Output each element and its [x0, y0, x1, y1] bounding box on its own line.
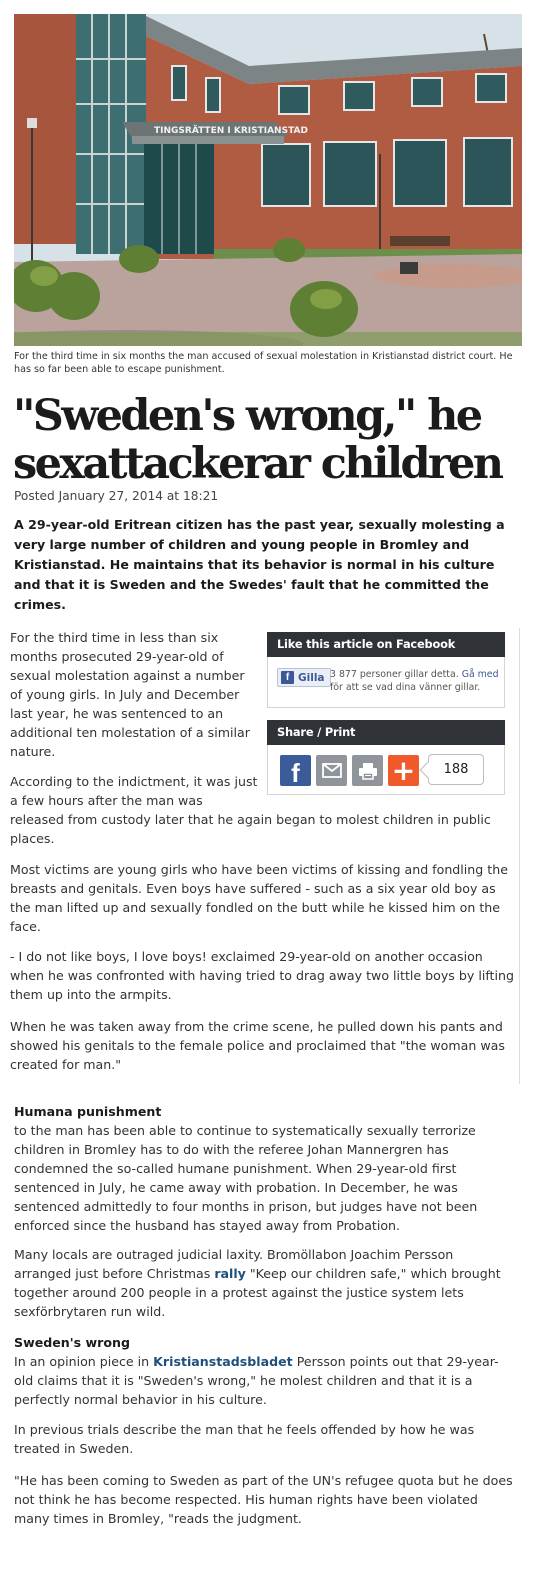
- paragraph-locals-start: Many locals are outraged judicial laxity. Bromöllabon Joachim Persson arranged just before Christmas: [14, 1247, 454, 1281]
- paragraph-first: For the third time in less than six months prosecuted 29-year-old of sexual molestation against a number of young girls. In July and December last year, he was sentenced to an additional ten molestation of a similar nature.: [10, 630, 250, 759]
- courthouse-sign: TINGSRÄTTEN I KRISTIANSTAD: [154, 126, 308, 136]
- section-humane: [14, 1102, 514, 1235]
- column-divider: [519, 628, 520, 1084]
- paragraph-judgment-quote: "He has been coming to Sweden as part of the UN's refugee quota but he does not think he has become respected. His human rights have been violated many times in Bromley, "reads the judgment.: [14, 1473, 513, 1526]
- print-icon: [358, 762, 378, 780]
- plus-icon: +: [391, 753, 416, 787]
- share-count: 188: [428, 754, 484, 785]
- paragraph-locals: [14, 1245, 514, 1321]
- rally-link[interactable]: rally: [214, 1266, 246, 1281]
- mail-icon: [322, 763, 342, 778]
- paragraph-wrong-start: In an opinion piece in: [14, 1354, 154, 1369]
- share-mail-button[interactable]: [316, 755, 347, 786]
- photo-caption: For the third time in six months the man accused of sexual molestation in Kristianstad district court. He has so far been able to escape punishment.: [14, 351, 513, 375]
- article-photo: [14, 14, 522, 346]
- facebook-like-box: [267, 657, 505, 708]
- paragraph-locals-end: "Keep our children safe," which brought together around 200 people in a protest against the justice system lets sexförbrytaren run wild.: [14, 1266, 501, 1319]
- paragraph-humane: to the man has been able to continue to systematically sexually terrorize children in Bromley has to do with the referee Johan Mannergren has condemned the so-called humane punishment. When 29-year-old first sentenced in July, he came away with probation. In December, he was sentenced admittedly to four months in prison, but judges have not been enforced since the husband has stayed away from Probation.: [14, 1123, 478, 1233]
- paragraph-boys-quote: - I do not like boys, I love boys! exclaimed 29-year-old on another occasion when he was confronted with having tried to drag away two little boys by lifting them up into the armpits.: [10, 949, 514, 1002]
- paragraph-wrong-end: Persson points out that 29-year-old claims that it is "Sweden's wrong," he molest children and that it is a perfectly normal behavior in his culture.: [14, 1354, 499, 1407]
- share-box: [267, 745, 505, 795]
- share-facebook-button[interactable]: [280, 755, 311, 786]
- kristianstadsbladet-link[interactable]: Kristianstadsbladet: [153, 1354, 293, 1369]
- share-box-title: Share / Print: [267, 720, 505, 745]
- article-lede: A 29-year-old Eritrean citizen has the past year, sexually molesting a very large number of children and young people in Bromley and Kristianstad. He maintains that its behavior is normal in his culture and that it is Sweden and the Swedes' fault that he committed the crimes.: [14, 517, 505, 612]
- facebook-icon: f: [281, 671, 294, 684]
- share-more-button[interactable]: [388, 755, 419, 786]
- facebook-count-text: 3 877 personer gillar detta.: [330, 669, 462, 680]
- share-print-button[interactable]: [352, 755, 383, 786]
- facebook-like-count: [330, 668, 502, 694]
- section-swedens-wrong: [14, 1333, 514, 1409]
- section-heading-swedens-wrong: Sweden's wrong: [14, 1335, 130, 1350]
- facebook-box-title: Like this article on Facebook: [267, 632, 505, 657]
- facebook-signup-text: för att se vad dina vänner gillar.: [330, 682, 481, 693]
- paragraph-indictment-end: released from custody later that he again began to molest children in public places.: [10, 812, 491, 846]
- facebook-like-label: Gilla: [298, 671, 325, 684]
- facebook-icon: f: [291, 757, 300, 788]
- paragraph-trials: In previous trials describe the man that he feels offended by how he was treated in Sweden.: [14, 1422, 475, 1456]
- section-heading-humane: Humana punishment: [14, 1104, 162, 1119]
- article-headline: "Sweden's wrong," he sexattackerar children: [13, 391, 502, 489]
- paragraph-indictment-start: According to the indictment, it was just a few hours after the man was: [10, 774, 258, 808]
- courthouse-image: [14, 14, 522, 346]
- paragraph-victims: Most victims are young girls who have been victims of kissing and fondling the breasts and genitals. Even boys have suffered - such as a six year old boy as the man lifted up and sexually fondled on the butt while he kissed him on the face.: [10, 862, 508, 934]
- facebook-signup-link[interactable]: Gå med: [461, 669, 499, 680]
- facebook-like-button[interactable]: [277, 668, 331, 687]
- paragraph-crime-scene: When he was taken away from the crime scene, he pulled down his pants and showed his genitals to the female police and proclaimed that "the woman was created for man.": [10, 1019, 505, 1072]
- post-date: Posted January 27, 2014 at 18:21: [14, 489, 219, 503]
